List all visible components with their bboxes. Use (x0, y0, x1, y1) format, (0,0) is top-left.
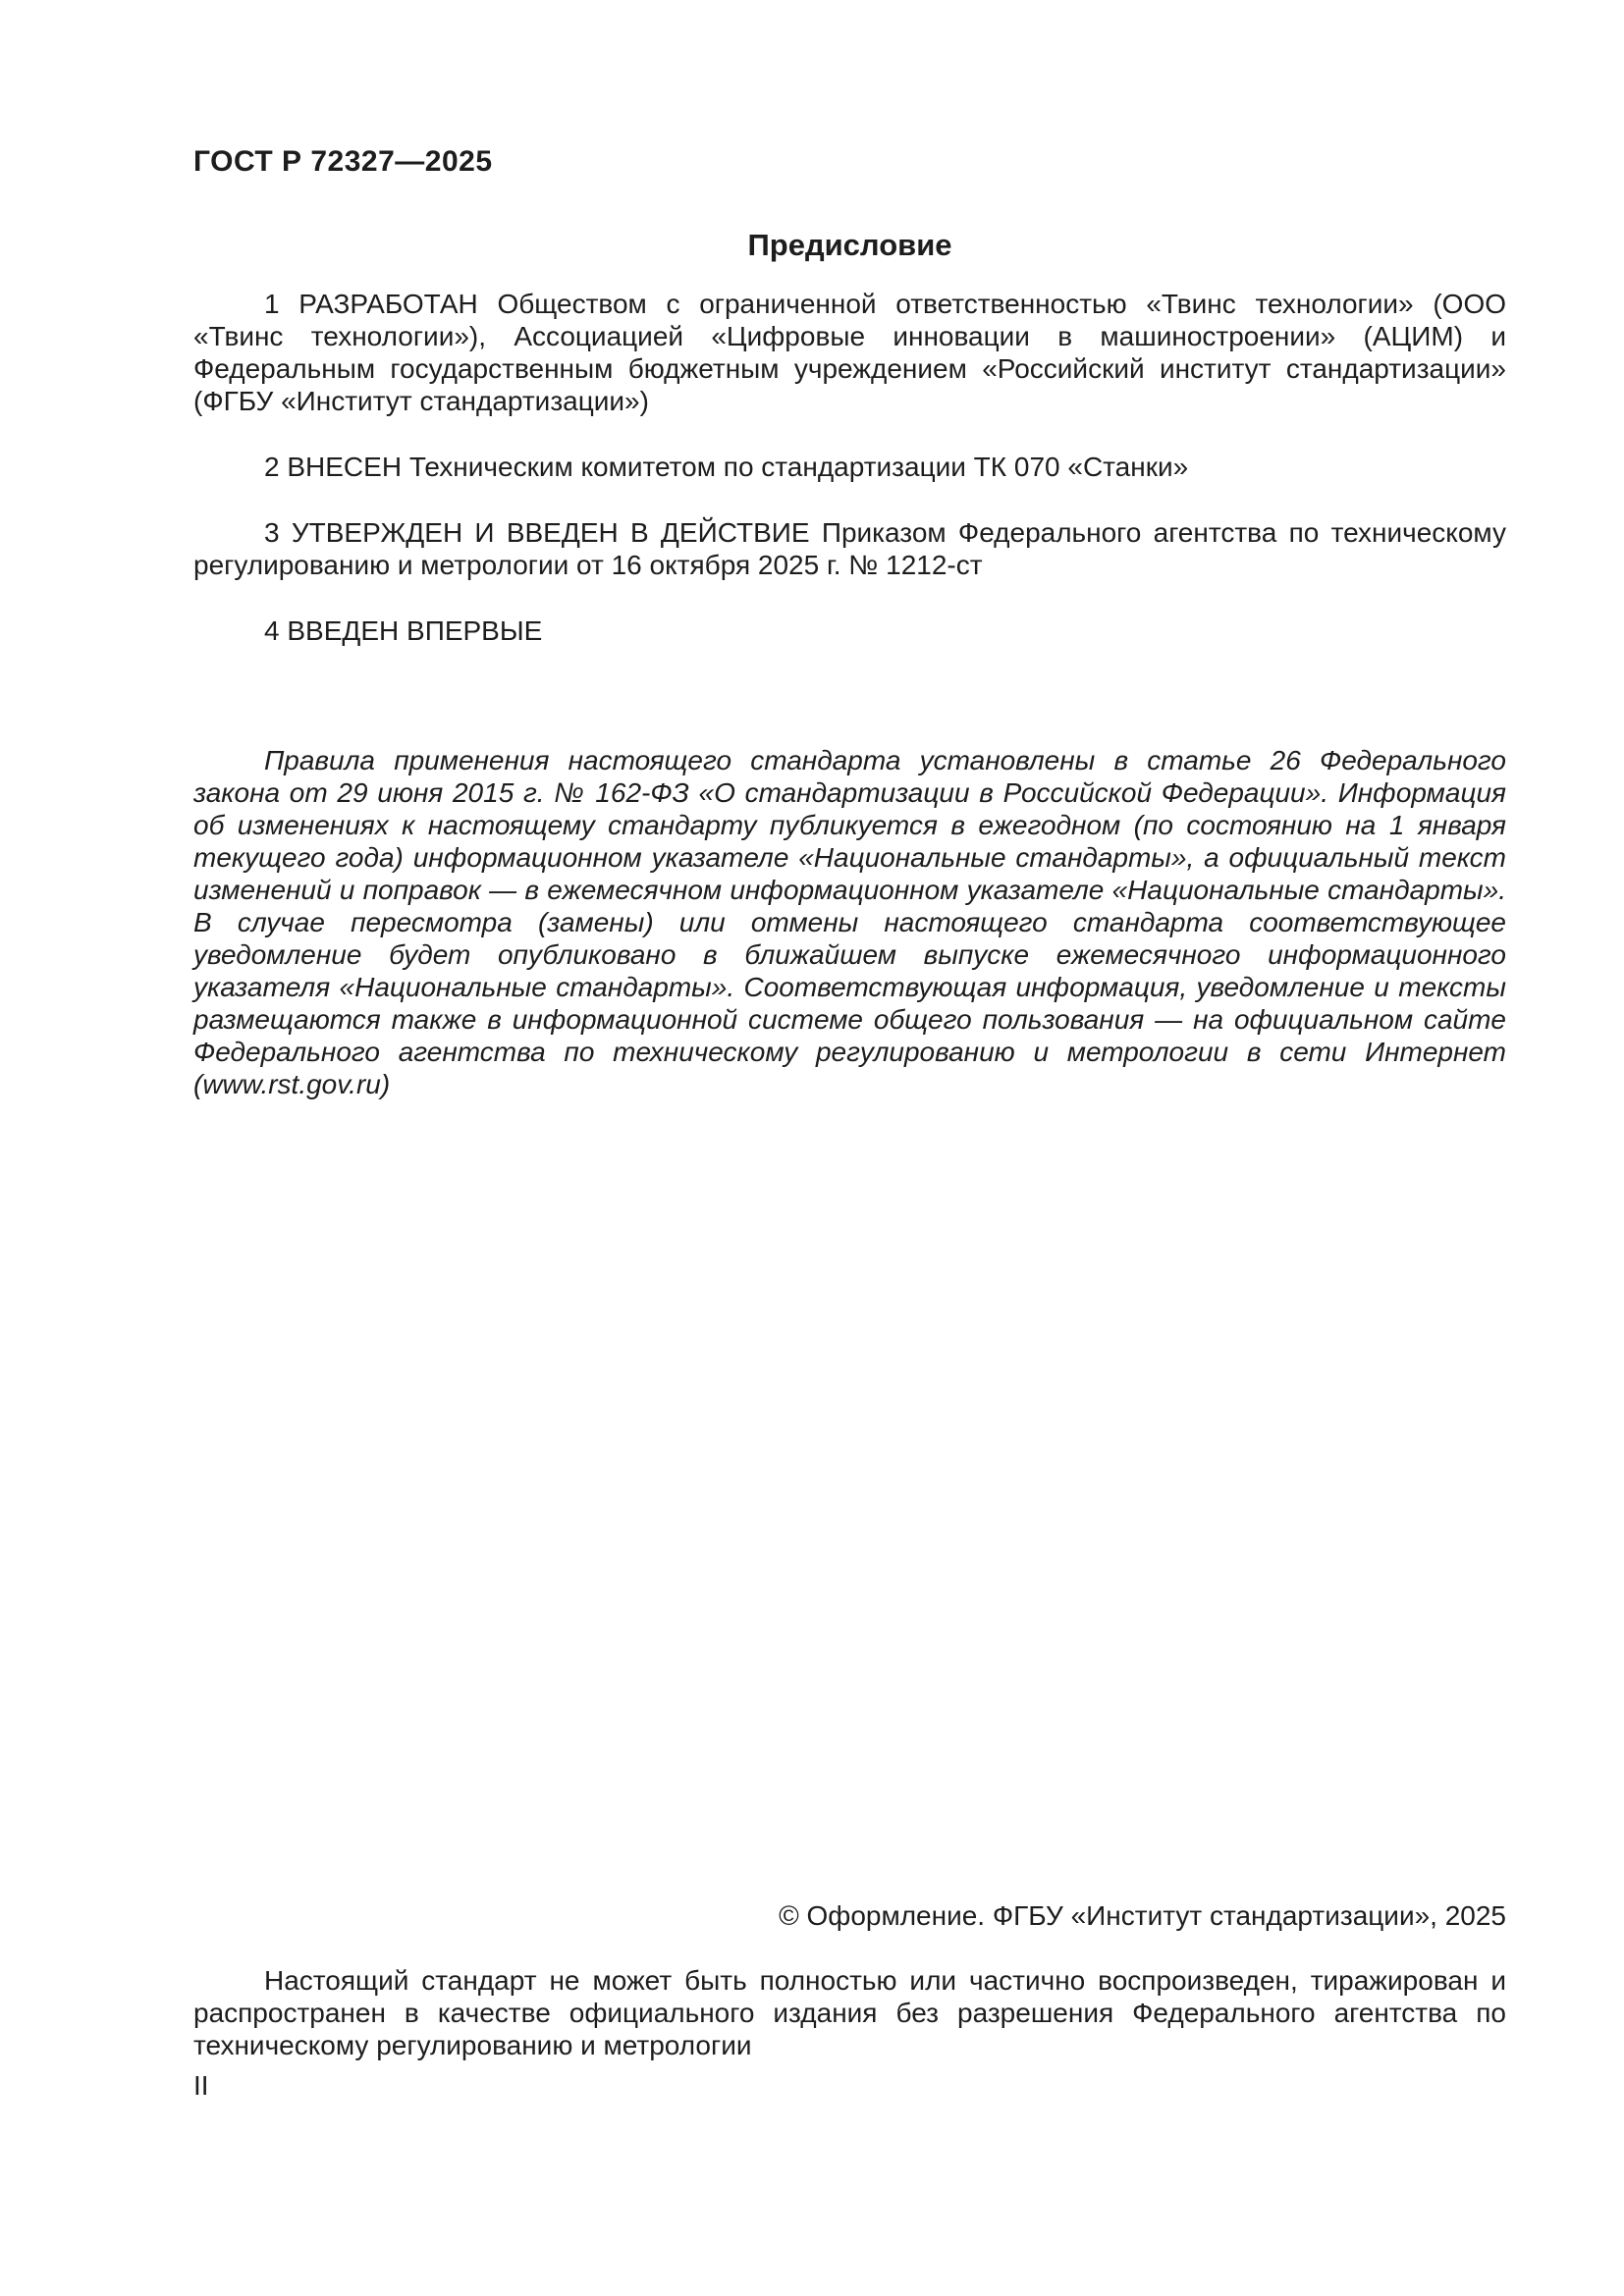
clause-first-introduced: 4 ВВЕДЕН ВПЕРВЫЕ (264, 615, 543, 646)
page-title: Предисловие (747, 228, 952, 262)
clause-developed: 1 РАЗРАБОТАН Обществом с ограниченной ответственностью «Твинс технологии» (ООО «Твинс технологии»), Ассоциацией «Цифровые инновации в машиностроении» (АЦИМ) и Федеральным государственным бюджетным учреждением «Российский институт стандартизации» (ФГБУ «Институт стандартизации») (193, 289, 1506, 416)
application-rules-text: Правила применения настоящего стандарта установлены в статье 26 Федерального закона от 29 июня 2015 г. № 162-ФЗ «О стандартизации в Российской Федерации». Информация об изменениях к настоящему стандарту публикуется в ежегодном (по состоянию на 1 января текущего года) информационном указателе «Национальные стандарты», а официальный текст изменений и поправок — в ежемесячном информационном указателе «Национальные стандарты». В случае пересмотра (замены) или отмены настоящего стандарта соответствующее уведомление будет опубликовано в ближайшем выпуске ежемесячного информационного указателя «Национальные стандарты». Соответствующая информация, уведомление и тексты размещаются также в информационной системе общего пользования — на официальном сайте Федерального агентства по техническому регулированию и метрологии в сети Интернет (www.rst.gov.ru) (193, 745, 1506, 1099)
page-content (193, 145, 1506, 1100)
clause-submitted: 2 ВНЕСЕН Техническим комитетом по стандартизации ТК 070 «Станки» (264, 452, 1189, 482)
foreword-section (193, 288, 1506, 647)
page-number: II (193, 2070, 209, 2101)
copyright-notice: © Оформление. ФГБУ «Институт стандартизации», 2025 (779, 1900, 1506, 1931)
clause-approved: 3 УТВЕРЖДЕН И ВВЕДЕН В ДЕЙСТВИЕ Приказом Федерального агентства по техническому регулированию и метрологии от 16 октября 2025 г. № 1212-ст (193, 517, 1506, 580)
document-code: ГОСТ Р 72327—2025 (193, 145, 493, 178)
reproduction-notice: Настоящий стандарт не может быть полностью или частично воспроизведен, тиражирован и распространен в качестве официального издания без разрешения Федерального агентства по техническому регулированию и метрологии (193, 1965, 1506, 2060)
